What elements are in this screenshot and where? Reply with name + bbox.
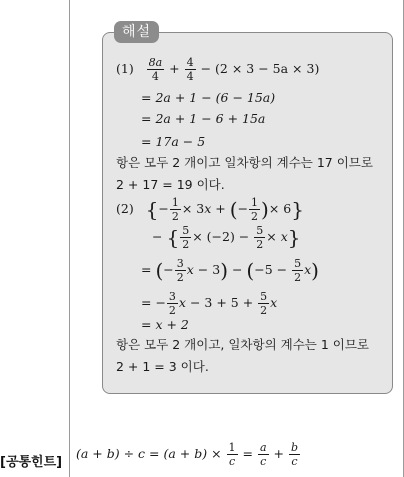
- part1-line4: = 17a − 5: [141, 134, 206, 149]
- part1-note2: 2 + 17 = 19 이다.: [116, 177, 225, 192]
- part2-number: (2): [116, 201, 134, 216]
- fraction-b-over-c: $\frac{b}{c}$: [290, 441, 298, 468]
- left-margin-rule: [69, 0, 70, 477]
- part1-line3: = 2a + 1 − 6 + 15a: [141, 111, 266, 126]
- part2-line5: = x + 2: [141, 317, 189, 332]
- hint-lhs: (a + b) ÷ c = (a + b) ×: [76, 446, 222, 461]
- fraction-5-over-2: $\frac{5}{2}$: [260, 290, 268, 317]
- fraction-a-over-c: $\frac{a}{c}$: [259, 441, 267, 468]
- part1-line2: = 2a + 1 − (6 − 15a): [141, 90, 276, 105]
- fraction-1-over-2: $\frac{1}{2}$: [251, 196, 259, 223]
- fraction-8a-over-4: $\frac{8a}{4}$: [148, 56, 163, 83]
- part1-number: (1): [116, 61, 134, 76]
- part2-note2: 2 + 1 = 3 이다.: [116, 359, 209, 374]
- common-hint-label: [공통힌트]: [0, 455, 63, 470]
- solution-tag: 해설: [114, 21, 159, 43]
- fraction-5-over-2: $\frac{5}{2}$: [182, 224, 190, 251]
- part2-line3: = (− $\frac{3}{2}$ x − 3) − (−5 − $\frac{5}{2}$ x): [141, 257, 319, 284]
- fraction-1-over-2: $\frac{1}{2}$: [171, 196, 179, 223]
- part1-line1: (1) $\frac{8a}{4}$ + $\frac{4}{4}$ − (2 × 3 − 5a × 3): [116, 56, 320, 83]
- fraction-5-over-2: $\frac{5}{2}$: [256, 224, 264, 251]
- fraction-1-over-c: $\frac{1}{c}$: [228, 441, 236, 468]
- fraction-4-over-4: $\frac{4}{4}$: [186, 56, 194, 83]
- part2-line2: − { $\frac{5}{2}$ × (−2) − $\frac{5}{2}$ × x}: [152, 224, 301, 251]
- part2-line4: = − $\frac{3}{2}$ x − 3 + 5 + $\frac{5}{2}$ x: [141, 290, 278, 317]
- fraction-5-over-2: $\frac{5}{2}$: [294, 257, 302, 284]
- part1-line1-tail: − (2 × 3 − 5a × 3): [200, 61, 320, 76]
- common-hint-formula: (a + b) ÷ c = (a + b) × $\frac{1}{c}$ = $\frac{a}{c}$ + $\frac{b}{c}$: [76, 441, 298, 468]
- fraction-3-over-2: $\frac{3}{2}$: [176, 257, 184, 284]
- part2-line1: (2) {− $\frac{1}{2}$ × 3x + (− $\frac{1}{2}$ )× 6}: [116, 196, 304, 223]
- part2-note1: 항은 모두 2 개이고, 일차항의 계수는 1 이므로: [116, 337, 369, 352]
- fraction-3-over-2: $\frac{3}{2}$: [168, 290, 176, 317]
- part1-note1: 항은 모두 2 개이고 일차항의 계수는 17 이므로: [116, 155, 373, 170]
